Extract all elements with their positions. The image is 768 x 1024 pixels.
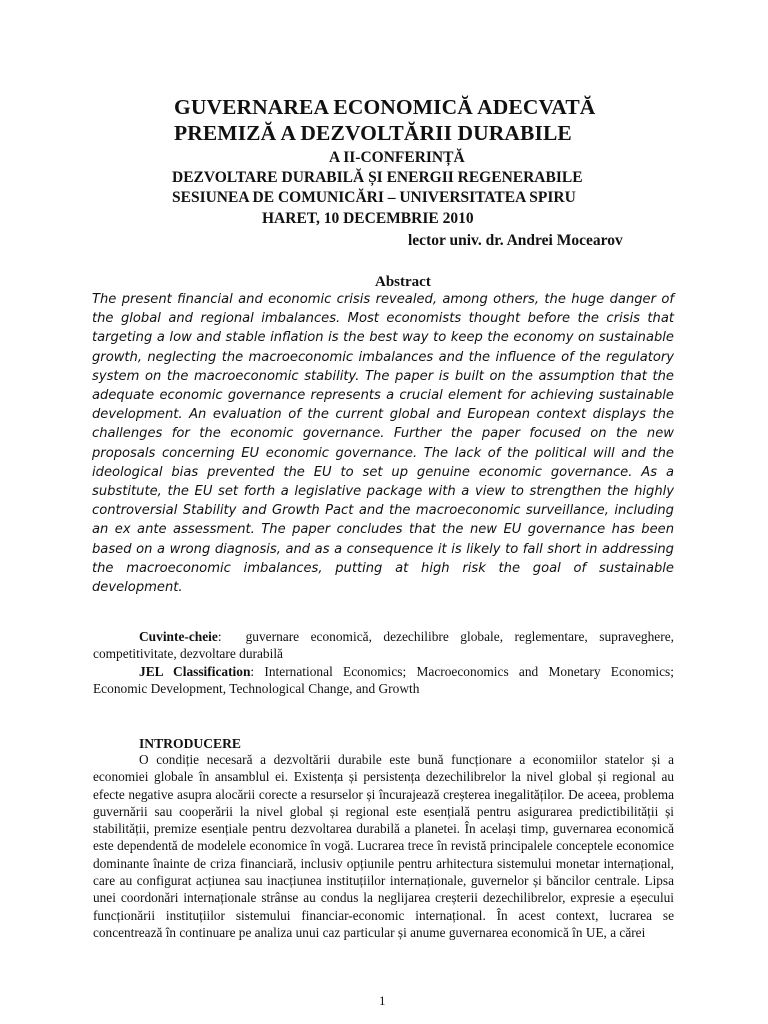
title-line-2: PREMIZĂ A DEZVOLTĂRII DURABILE xyxy=(174,121,572,145)
keywords-paragraph: Cuvinte-cheie: guvernare economică, dezechilibre globale, reglementare, supraveghere, competitivitate, dezvoltare durabilă xyxy=(93,629,674,662)
jel-paragraph xyxy=(93,663,674,698)
keywords-block xyxy=(93,628,674,697)
author-line: lector univ. dr. Andrei Mocearov xyxy=(408,232,623,249)
introduction-heading: INTRODUCERE xyxy=(139,736,241,751)
keywords-label: Cuvinte-cheie xyxy=(139,629,218,644)
conference-line-2: DEZVOLTARE DURABILĂ ȘI ENERGII REGENERABILE xyxy=(172,169,583,186)
conference-line-4: HARET, 10 DECEMBRIE 2010 xyxy=(262,210,474,227)
page-number: 1 xyxy=(379,993,386,1008)
conference-line-1: A II-CONFERINȚĂ xyxy=(329,149,465,166)
abstract-text: The present financial and economic crisis revealed, among others, the huge danger of the global and regional imbalances. Most economists thought before the crisis that targeting a low and stable inflation is the best way to keep the economy on sustainable growth, neglecting the macroeconomic imbalances and the influence of the regulatory system on the macroeconomic stability. The paper is built on the assumption that the adequate economic governance represents a crucial element for achieving sustainable development. An evaluation of the current global and European context displays the challenges for the economic governance. Further the paper focused on the new proposals concerning EU economic governance. The lack of the political will and the ideological bias prevented the EU to set up genuine economic governance. As a substitute, the EU set forth a legislative package with a view to strengthen the highly controversial Stability and Growth Pact and the macroeconomic surveillance, including an ex ante assessment. The paper concludes that the new EU governance has been based on a wrong diagnosis, and as a consequence it is likely to fall short in addressing the macroeconomic imbalances, putting at high risk the goal of sustainable development. xyxy=(92,292,674,596)
introduction-text: O condiție necesară a dezvoltării durabile este bună funcționare a economiilor statelor și a economiei globale în ansamblul ei. Existența și persistența dezechilibrelor la nivel global și regional au efecte negative asupra alocării corecte a resurselor și încurajează creșterea inegalităților. De aceea, problema guvernării sau cooperării la nivel global și regional este esențială pentru asigurarea predictibilității și stabilității, premize esențiale pentru dezvoltarea durabilă a planetei. În același timp, guvernarea economică este dependentă de modelele economice în vogă. Lucrarea trece în revistă principalele conceptele economice dominante înainte de criza financiară, inclusiv opțiunile pentru arhitectura sistemului monetar internațional, care au configurat acțiunea sau inacțiunea instituțiilor internaționale, guvernelor și băncilor centrale. Lipsa unei coordonări internaționale strânse au condus la neglijarea creșterii dezechilibrelor, expresie a eșecului funcționării instituțiilor sistemului financiar-economic internațional. În acest context, lucrarea se concentrează în continuare pe analiza unui caz particular și anume guvernarea economică în UE, a cărei xyxy=(93,752,674,940)
keywords-text: guvernare economică, dezechilibre globale, reglementare, supraveghere, competitivitate, dezvoltare durabilă xyxy=(93,629,674,662)
title-line-1: GUVERNAREA ECONOMICĂ ADECVATĂ xyxy=(174,95,596,119)
jel-text: : International Economics; Macroeconomics and Monetary Economics; Economic Development, Technological Change, and Growth xyxy=(93,663,674,696)
conference-line-3: SESIUNEA DE COMUNICĂRI – UNIVERSITATEA SPIRU xyxy=(172,189,576,206)
jel-label: JEL Classification xyxy=(139,663,251,679)
abstract-heading: Abstract xyxy=(375,274,431,290)
